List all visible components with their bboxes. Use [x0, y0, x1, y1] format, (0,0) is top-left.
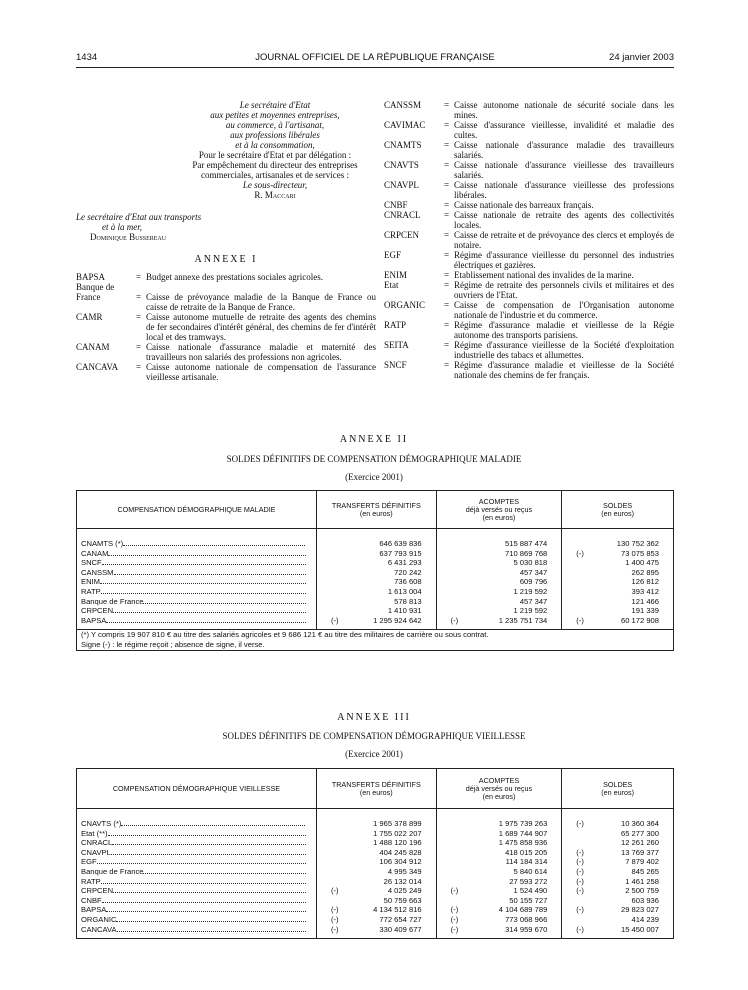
- abbreviation: EGF: [384, 250, 402, 260]
- signature-line: Le secrétaire d'Etat aux transports: [76, 212, 202, 222]
- acompte-cell: 609 796: [436, 577, 562, 587]
- definition: Caisse de retraite et de prévoyance des clercs et employés de notaire.: [454, 230, 674, 250]
- header-rule: [76, 67, 674, 68]
- abbreviation: CNBF: [384, 200, 408, 210]
- transfert-cell: (-) 330 409 677: [316, 925, 436, 939]
- abbreviation: CANCAVA: [76, 362, 119, 372]
- row-label: CNBF: [77, 896, 317, 906]
- definition: Caisse nationale d'assurance maladie des travailleurs salariés.: [454, 140, 674, 160]
- table-row: [77, 587, 674, 597]
- solde-cell: 121 466: [631, 596, 659, 606]
- row-label: Etat (**): [77, 829, 317, 839]
- page-header: [76, 52, 674, 66]
- signature-block-2: [76, 212, 276, 242]
- solde-cell: 603 936: [631, 895, 659, 905]
- list-item: CANCAVA = Caisse autonome nationale de compensation de l'assurance vieillesse artisanale.: [76, 362, 376, 382]
- row-label: CNAVPL: [77, 848, 317, 858]
- abbreviation: SEITA: [384, 340, 409, 350]
- annexe-3-title: ANNEXE III: [337, 712, 411, 723]
- definition: Budget annexe des prestations sociales agricoles.: [146, 272, 323, 282]
- table-row: [77, 829, 674, 839]
- row-label: BAPSA: [77, 616, 317, 630]
- delegation-line: Pour le secrétaire d'Etat et par délégation :: [198, 150, 352, 160]
- solde-cell: 393 412: [631, 586, 659, 596]
- transfert-cell: (-) 1 295 924 642: [316, 616, 436, 630]
- transfert-cell: 1 613 004: [316, 587, 436, 597]
- definition: Régime d'assurance maladie et vieillesse de la Régie autonome des transports parisiens.: [454, 320, 674, 340]
- solde-cell: (-) 10 360 364: [576, 819, 659, 828]
- sous-directeur-title: Le sous-directeur,: [242, 180, 308, 190]
- acompte-cell: (-) 314 959 670: [436, 925, 562, 939]
- abbreviation: ENIM: [384, 270, 407, 280]
- list-item: RATP = Régime d'assurance maladie et vieillesse de la Régie autonome des transports parisiens.: [384, 320, 674, 340]
- row-label: ENIM: [77, 577, 317, 587]
- solde-cell: 1 400 475: [625, 558, 659, 568]
- transfert-cell: (-) 4 134 512 816: [316, 905, 436, 915]
- solde-cell: 65 277 300: [620, 828, 659, 838]
- definition: Caisse nationale d'assurance vieillesse des travailleurs salariés.: [454, 160, 674, 180]
- transfert-cell: 1 755 022 207: [316, 829, 436, 839]
- signature-line: aux petites et moyennes entreprises,: [210, 110, 340, 120]
- acompte-cell: 114 184 314: [436, 857, 562, 867]
- solde-cell: (-) 73 075 853: [576, 548, 659, 558]
- row-label: RATP: [77, 587, 317, 597]
- column-header: ACOMPTES déjà versés ou reçus (en euros): [436, 769, 562, 809]
- signature-line: et à la consommation,: [235, 140, 315, 150]
- row-label: CNAVTS (*): [77, 809, 317, 829]
- column-header: TRANSFERTS DÉFINITIFS (en euros): [316, 769, 436, 809]
- solde-cell: 414 239: [631, 914, 659, 924]
- solde-cell: (-) 845 265: [576, 866, 659, 876]
- sous-directeur-name: R. Maccari: [254, 190, 296, 200]
- definition: Caisse d'assurance vieillesse, invalidité et maladie des cultes.: [454, 120, 674, 140]
- annexe-3-exercice: (Exercice 2001): [345, 749, 403, 759]
- acompte-cell: 515 887 474: [436, 529, 562, 549]
- annexe-2-subtitle: SOLDES DÉFINITIFS DE COMPENSATION DÉMOGRAPHIQUE MALADIE: [226, 454, 522, 464]
- solde-cell: (-) 60 172 908: [576, 615, 659, 625]
- column-header: TRANSFERTS DÉFINITIFS (en euros): [316, 491, 436, 529]
- delegation-line: Par empêchement du directeur des entreprises: [192, 160, 358, 170]
- column-header: SOLDES (en euros): [562, 769, 674, 809]
- abbreviation: CANAM: [76, 342, 110, 352]
- list-item: Etat = Régime de retraite des personnels civils et militaires et des ouvriers de l'Etat.: [384, 280, 674, 300]
- signature-line: et à la mer,: [102, 222, 142, 232]
- row-label: CNRACL: [77, 838, 317, 848]
- acompte-cell: 1 475 858 936: [436, 838, 562, 848]
- table-row: [77, 857, 674, 867]
- list-item: CANAM = Caisse nationale d'assurance maladie et maternité des travailleurs non salariés des professions non agricoles.: [76, 342, 376, 362]
- annexe-2-exercice: (Exercice 2001): [345, 472, 403, 482]
- acompte-cell: (-) 1 235 751 734: [436, 616, 562, 630]
- solde-cell: (-) 7 879 402: [576, 857, 659, 867]
- delegation-line: commerciales, artisanales et de services :: [201, 170, 349, 180]
- signature-line: aux professions libérales: [230, 130, 320, 140]
- acompte-cell: (-) 4 104 689 789: [436, 905, 562, 915]
- abbreviation: CNAMTS: [384, 140, 422, 150]
- acompte-cell: 50 155 727: [436, 896, 562, 906]
- table-note: [77, 630, 674, 650]
- table-row: [77, 896, 674, 906]
- list-item: CANSSM = Caisse autonome nationale de sécurité sociale dans les mines.: [384, 100, 674, 120]
- signature-line: au commerce, à l'artisanat,: [225, 120, 325, 130]
- table-row: [77, 877, 674, 887]
- acompte-cell: 1 219 592: [436, 606, 562, 616]
- acompte-cell: 710 869 768: [436, 549, 562, 559]
- solde-cell: 12 261 260: [620, 838, 659, 848]
- solde-cell: 126 812: [631, 577, 659, 587]
- row-label: CANAM: [77, 549, 317, 559]
- row-label: EGF: [77, 857, 317, 867]
- abbreviation: ORGANIC: [384, 300, 426, 310]
- annexe-1-right-list: [384, 100, 674, 380]
- list-item: SNCF = Régime d'assurance maladie et vieillesse de la Société nationale des chemins de fer français.: [384, 360, 674, 380]
- signatory-name: Dominique Bussereau: [90, 232, 167, 242]
- row-label: SNCF: [77, 558, 317, 568]
- list-item: CNBF = Caisse nationale des barreaux français.: [384, 200, 674, 210]
- table-row: [77, 558, 674, 568]
- table-row: [77, 925, 674, 939]
- abbreviation: CAMR: [76, 312, 103, 322]
- transfert-cell: 1 488 120 196: [316, 838, 436, 848]
- abbreviation: CAVIMAC: [384, 120, 426, 130]
- transfert-cell: 578 813: [316, 597, 436, 607]
- solde-cell: 191 339: [631, 606, 659, 616]
- solde-cell: 262 895: [631, 567, 659, 577]
- table-row: [77, 606, 674, 616]
- solde-cell: (-) 15 450 007: [576, 924, 659, 934]
- note-line: (*) Y compris 19 907 810 € au titre des salariés agricoles et 9 686 121 € au titre des militaires de carrière ou sous contrat.: [81, 630, 489, 640]
- definition: Régime d'assurance maladie et vieillesse de la Société nationale des chemins de fer français.: [454, 360, 674, 380]
- abbreviation: SNCF: [384, 360, 407, 370]
- acompte-cell: 1 689 744 907: [436, 829, 562, 839]
- list-item: CAMR = Caisse autonome mutuelle de retraite des agents des chemins de fer secondaires d'intérêt général, des chemins de fer d'intérêt local et des tramways.: [76, 312, 376, 342]
- page-number: 1434: [76, 52, 98, 63]
- acompte-cell: 5 030 818: [436, 558, 562, 568]
- table-row: [77, 568, 674, 578]
- transfert-cell: 6 431 293: [316, 558, 436, 568]
- journal-title: JOURNAL OFFICIEL DE LA RÉPUBLIQUE FRANÇAISE: [255, 52, 495, 63]
- list-item: CNRACL = Caisse nationale de retraite des agents des collectivités locales.: [384, 210, 674, 230]
- solde-cell: (-) 1 461 258: [576, 876, 659, 886]
- table-row: [77, 597, 674, 607]
- acompte-cell: 457 347: [436, 568, 562, 578]
- transfert-cell: 404 245 828: [316, 848, 436, 858]
- annexe-2-table: [76, 490, 674, 651]
- list-item: Banque de France = Caisse de prévoyance maladie de la Banque de France ou caisse de retraite de la Banque de France.: [76, 282, 376, 312]
- publication-date: 24 janvier 2003: [609, 52, 674, 63]
- table-row: [77, 905, 674, 915]
- table-row: [77, 886, 674, 896]
- note-line: Signe (-) : le régime reçoit ; absence de signe, il verse.: [81, 639, 265, 649]
- row-label: Banque de France: [77, 597, 317, 607]
- column-header: SOLDES (en euros): [562, 491, 674, 529]
- abbreviation: CNRACL: [384, 210, 421, 220]
- definition: Caisse nationale d'assurance maladie et maternité des travailleurs non salariés des professions non agricoles.: [146, 342, 376, 362]
- abbreviation: Banque de France: [76, 282, 115, 302]
- solde-cell: (-) 29 823 027: [576, 905, 659, 915]
- column-header: COMPENSATION DÉMOGRAPHIQUE MALADIE: [77, 491, 317, 529]
- abbreviation: CRPCEN: [384, 230, 420, 240]
- definition: Etablissement national des invalides de la marine.: [454, 270, 634, 280]
- table-row: [77, 529, 674, 549]
- acompte-cell: 1 219 592: [436, 587, 562, 597]
- table-row: [77, 577, 674, 587]
- list-item: ENIM = Etablissement national des invalides de la marine.: [384, 270, 674, 280]
- solde-cell: (-) 13 769 377: [576, 847, 659, 857]
- abbreviation: CNAVPL: [384, 180, 419, 190]
- acompte-cell: (-) 1 524 490: [436, 886, 562, 896]
- transfert-cell: 26 132 014: [316, 877, 436, 887]
- list-item: BAPSA = Budget annexe des prestations sociales agricoles.: [76, 272, 376, 282]
- list-item: CNAVPL = Caisse nationale d'assurance vieillesse des professions libérales.: [384, 180, 674, 200]
- acompte-cell: 418 015 205: [436, 848, 562, 858]
- transfert-cell: 646 639 836: [316, 529, 436, 549]
- list-item: SEITA = Régime d'assurance vieillesse de la Société d'exploitation industrielle des tabacs et allumettes.: [384, 340, 674, 360]
- list-item: CRPCEN = Caisse de retraite et de prévoyance des clercs et employés de notaire.: [384, 230, 674, 250]
- row-label: CANSSM: [77, 568, 317, 578]
- abbreviation: BAPSA: [76, 272, 106, 282]
- table-row: [77, 915, 674, 925]
- signature-line: Le secrétaire d'Etat: [239, 100, 311, 110]
- definition: Caisse autonome nationale de compensation de l'assurance vieillesse artisanale.: [146, 362, 376, 382]
- table-row: [77, 867, 674, 877]
- annexe-1-left-list: [76, 272, 376, 382]
- transfert-cell: 106 304 912: [316, 857, 436, 867]
- row-label: Banque de France: [77, 867, 317, 877]
- abbreviation: Etat: [384, 280, 399, 290]
- annexe-3-table: [76, 768, 674, 939]
- annexe-1-title: ANNEXE I: [194, 254, 258, 265]
- definition: Caisse nationale des barreaux français.: [454, 200, 594, 210]
- transfert-cell: 1 410 931: [316, 606, 436, 616]
- definition: Caisse de prévoyance maladie de la Banque de France ou caisse de retraite de la Banque de France.: [146, 292, 376, 312]
- definition: Régime d'assurance vieillesse du personnel des industries électriques et gazières.: [454, 250, 674, 270]
- row-label: ORGANIC: [77, 915, 317, 925]
- transfert-cell: 637 793 915: [316, 549, 436, 559]
- abbreviation: CANSSM: [384, 100, 422, 110]
- solde-cell: 130 752 362: [616, 539, 659, 548]
- acompte-cell: (-) 773 068 966: [436, 915, 562, 925]
- abbreviation: RATP: [384, 320, 407, 330]
- definition: Caisse de compensation de l'Organisation autonome nationale de l'industrie et du commerce.: [454, 300, 674, 320]
- transfert-cell: 720 242: [316, 568, 436, 578]
- signature-block-1: [170, 100, 380, 200]
- row-label: RATP: [77, 877, 317, 887]
- table-row: [77, 838, 674, 848]
- list-item: EGF = Régime d'assurance vieillesse du personnel des industries électriques et gazières.: [384, 250, 674, 270]
- definition: Régime d'assurance vieillesse de la Société d'exploitation industrielle des tabacs et allumettes.: [454, 340, 674, 360]
- abbreviation: CNAVTS: [384, 160, 419, 170]
- table-row: [77, 616, 674, 630]
- list-item: ORGANIC = Caisse de compensation de l'Organisation autonome nationale de l'industrie et du commerce.: [384, 300, 674, 320]
- row-label: BAPSA: [77, 905, 317, 915]
- table-row: [77, 848, 674, 858]
- table-row: [77, 549, 674, 559]
- row-label: CANCAVA: [77, 925, 317, 939]
- acompte-cell: 27 593 272: [436, 877, 562, 887]
- definition: Caisse autonome mutuelle de retraite des agents des chemins de fer secondaires d'intérêt général, des chemins de fer d'intérêt local et des tramways.: [146, 312, 376, 342]
- acompte-cell: 1 975 739 263: [436, 809, 562, 829]
- list-item: CAVIMAC = Caisse d'assurance vieillesse, invalidité et maladie des cultes.: [384, 120, 674, 140]
- list-item: CNAMTS = Caisse nationale d'assurance maladie des travailleurs salariés.: [384, 140, 674, 160]
- column-header: ACOMPTES déjà versés ou reçus (en euros): [436, 491, 562, 529]
- transfert-cell: 50 759 663: [316, 896, 436, 906]
- column-header: COMPENSATION DÉMOGRAPHIQUE VIEILLESSE: [77, 769, 317, 809]
- definition: Caisse autonome nationale de sécurité sociale dans les mines.: [454, 100, 674, 120]
- solde-cell: (-) 2 500 759: [576, 886, 659, 896]
- transfert-cell: (-) 772 654 727: [316, 915, 436, 925]
- definition: Régime de retraite des personnels civils et militaires et des ouvriers de l'Etat.: [454, 280, 674, 300]
- transfert-cell: 1 965 378 899: [316, 809, 436, 829]
- acompte-cell: 5 840 614: [436, 867, 562, 877]
- row-label: CRPCEN: [77, 886, 317, 896]
- annexe-2-title: ANNEXE II: [339, 434, 409, 445]
- transfert-cell: 4 995 349: [316, 867, 436, 877]
- transfert-cell: 736 608: [316, 577, 436, 587]
- acompte-cell: 457 347: [436, 597, 562, 607]
- row-label: CNAMTS (*): [77, 529, 317, 549]
- definition: Caisse nationale de retraite des agents des collectivités locales.: [454, 210, 674, 230]
- transfert-cell: (-) 4 025 249: [316, 886, 436, 896]
- annexe-3-subtitle: SOLDES DÉFINITIFS DE COMPENSATION DÉMOGRAPHIQUE VIEILLESSE: [222, 731, 526, 741]
- definition: Caisse nationale d'assurance vieillesse des professions libérales.: [454, 180, 674, 200]
- row-label: CRPCEN: [77, 606, 317, 616]
- table-row: [77, 809, 674, 829]
- list-item: CNAVTS = Caisse nationale d'assurance vieillesse des travailleurs salariés.: [384, 160, 674, 180]
